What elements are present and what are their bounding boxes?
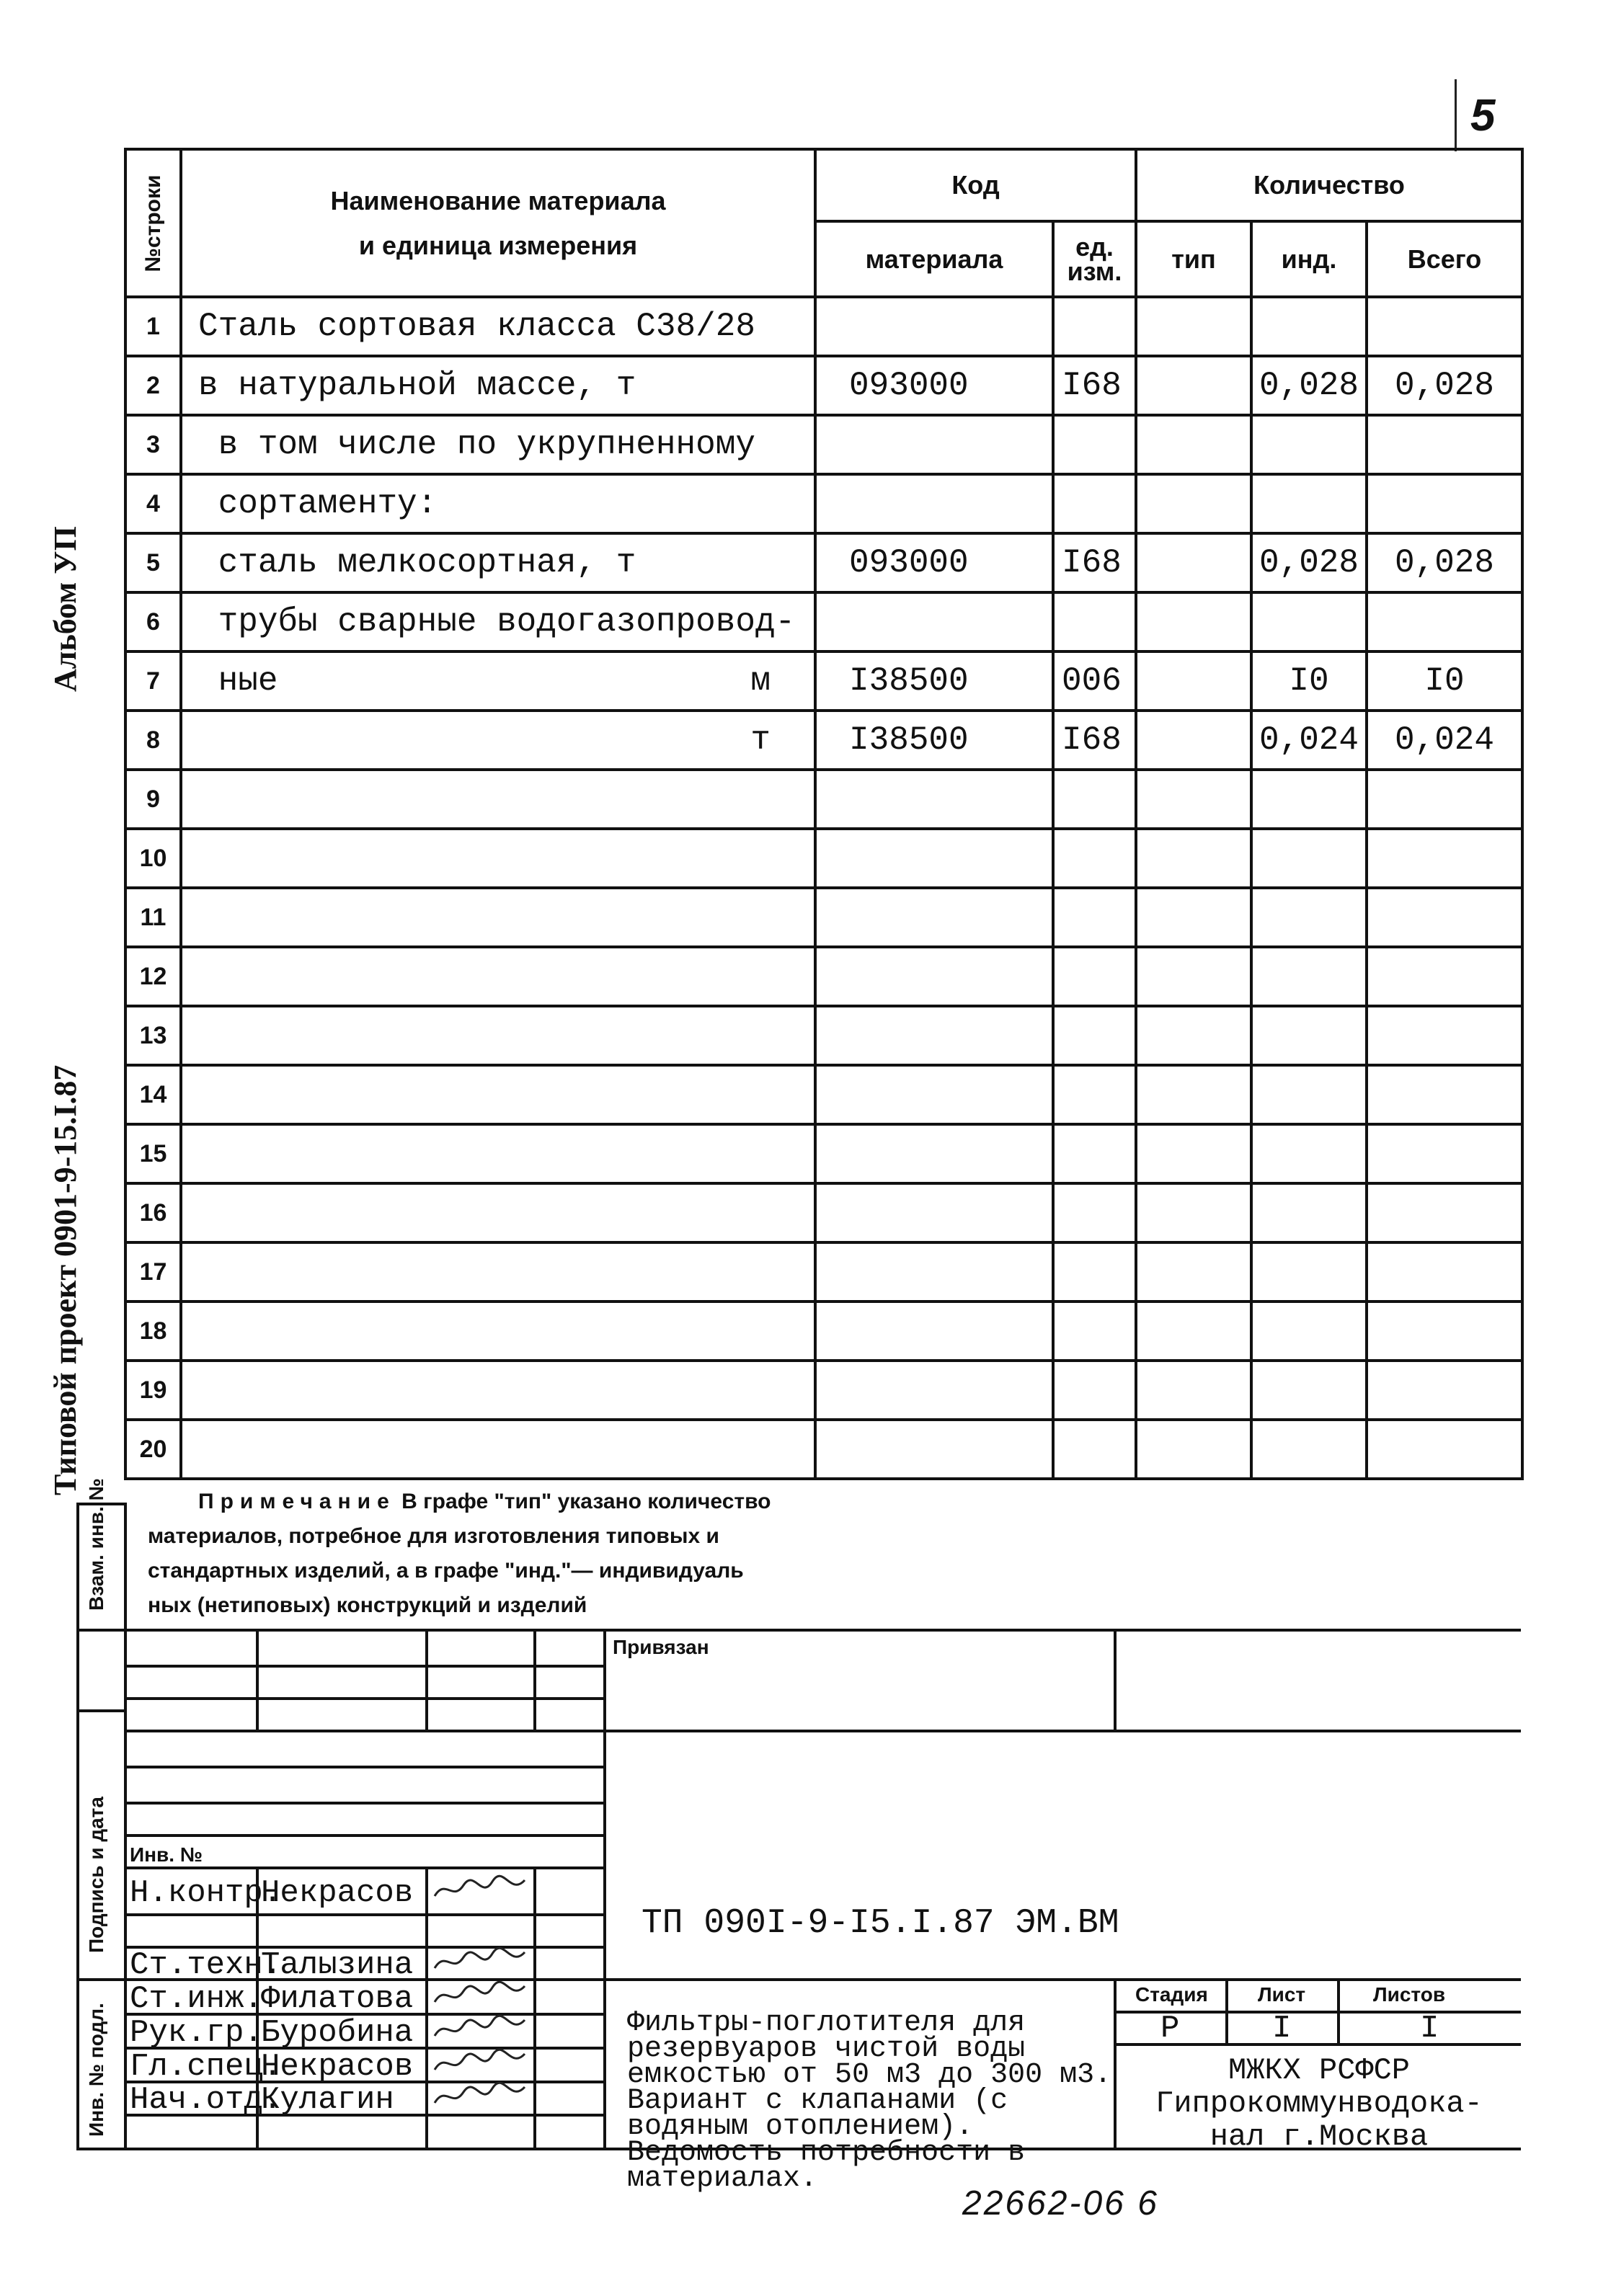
note-line-3: стандартных изделий, а в графе "инд."— индивидуаль xyxy=(148,1559,744,1583)
quantity-total xyxy=(1367,947,1522,1006)
page-number-divider xyxy=(1455,79,1457,151)
row-number: 12 xyxy=(125,947,181,1006)
material-code xyxy=(815,1065,1053,1124)
privyazan-label: Привязан xyxy=(613,1636,709,1658)
material-name xyxy=(181,651,815,711)
unit-code xyxy=(1053,947,1136,1006)
material-name-text: Сталь сортовая класса С38/28 xyxy=(198,308,755,345)
quantity-total xyxy=(1367,1242,1522,1301)
quantity-total xyxy=(1367,770,1522,829)
signature xyxy=(431,2081,528,2110)
row-number: 5 xyxy=(125,533,181,592)
header-unit: ед. изм. xyxy=(1053,221,1136,297)
table-row xyxy=(125,592,1522,651)
row-number: 3 xyxy=(125,415,181,474)
row-number: 11 xyxy=(125,888,181,947)
quantity-type xyxy=(1136,947,1251,1006)
row-number: 13 xyxy=(125,1006,181,1065)
note-line-1: В графе "тип" указано количество xyxy=(401,1490,771,1513)
unit-code: I68 xyxy=(1053,711,1136,770)
header-type: тип xyxy=(1136,221,1251,297)
table-row xyxy=(125,1242,1522,1301)
document-description: Фильтры-поглотителя для резервуаров чистой воды емкостью от 50 м3 до 300 м3. Вариант с клапанами (с водяным отоплением). Ведомость потребности в материалах. xyxy=(627,2007,1112,2195)
quantity-total xyxy=(1367,829,1522,888)
quantity-total xyxy=(1367,474,1522,533)
quantity-type xyxy=(1136,297,1251,356)
unit-code: I68 xyxy=(1053,533,1136,592)
table-row xyxy=(125,474,1522,533)
material-name xyxy=(181,1361,815,1420)
unit-code xyxy=(1053,415,1136,474)
quantity-total xyxy=(1367,415,1522,474)
table-row xyxy=(125,947,1522,1006)
quantity-type xyxy=(1136,1006,1251,1065)
side-label-podpis: Подпись и дата xyxy=(85,1797,107,1953)
unit-code xyxy=(1053,1301,1136,1361)
album-label: Альбом УП xyxy=(48,526,83,692)
table-row xyxy=(125,1301,1522,1361)
quantity-total xyxy=(1367,1183,1522,1242)
note-heading: Примечание xyxy=(198,1490,396,1513)
material-code xyxy=(815,947,1053,1006)
table-row xyxy=(125,415,1522,474)
material-name xyxy=(181,1420,815,1479)
quantity-type xyxy=(1136,474,1251,533)
material-name xyxy=(181,1124,815,1183)
person-role: Ст.техн. xyxy=(130,1947,283,1983)
material-name xyxy=(181,1183,815,1242)
signature xyxy=(431,1980,528,2009)
material-code xyxy=(815,474,1053,533)
quantity-type xyxy=(1136,1124,1251,1183)
row-number: 19 xyxy=(125,1361,181,1420)
unit-code xyxy=(1053,297,1136,356)
table-row xyxy=(125,1124,1522,1183)
material-code xyxy=(815,1301,1053,1361)
quantity-type xyxy=(1136,1183,1251,1242)
material-name xyxy=(181,1006,815,1065)
material-name xyxy=(181,356,815,415)
header-name: Наименование материала и единица измерения xyxy=(181,149,815,297)
quantity-type xyxy=(1136,651,1251,711)
material-name xyxy=(181,415,815,474)
material-code: I38500 xyxy=(815,651,1053,711)
quantity-individual xyxy=(1251,1006,1367,1065)
quantity-total xyxy=(1367,1065,1522,1124)
table-row xyxy=(125,770,1522,829)
person-name: Некрасов xyxy=(261,2049,414,2085)
person-role: Нач.отд. xyxy=(130,2082,283,2118)
table-row xyxy=(125,711,1522,770)
bottom-number: 22662-06 6 xyxy=(962,2184,1159,2222)
unit-code xyxy=(1053,1242,1136,1301)
material-name-text: трубы сварные водогазопровод- xyxy=(198,603,796,641)
material-code xyxy=(815,297,1053,356)
quantity-individual xyxy=(1251,474,1367,533)
quantity-individual xyxy=(1251,1361,1367,1420)
quantity-type xyxy=(1136,711,1251,770)
row-number: 20 xyxy=(125,1420,181,1479)
quantity-total xyxy=(1367,1006,1522,1065)
signature xyxy=(431,1946,528,1975)
material-name xyxy=(181,474,815,533)
quantity-type xyxy=(1136,356,1251,415)
quantity-individual xyxy=(1251,1420,1367,1479)
row-number: 15 xyxy=(125,1124,181,1183)
quantity-type xyxy=(1136,1301,1251,1361)
quantity-individual xyxy=(1251,888,1367,947)
quantity-type xyxy=(1136,415,1251,474)
material-name-text: в натуральной массе, т xyxy=(198,367,636,404)
quantity-individual xyxy=(1251,1124,1367,1183)
quantity-type xyxy=(1136,1065,1251,1124)
material-name xyxy=(181,711,815,770)
header-individual: инд. xyxy=(1251,221,1367,297)
quantity-individual: 0,028 xyxy=(1251,533,1367,592)
table-row xyxy=(125,1361,1522,1420)
unit-code xyxy=(1053,829,1136,888)
quantity-total xyxy=(1367,592,1522,651)
quantity-type xyxy=(1136,533,1251,592)
person-role: Гл.спец. xyxy=(130,2049,283,2085)
material-unit: м xyxy=(750,662,771,700)
quantity-individual xyxy=(1251,297,1367,356)
quantity-total xyxy=(1367,1361,1522,1420)
sheets-label: Листов xyxy=(1373,1983,1446,2006)
quantity-total: 0,024 xyxy=(1367,711,1522,770)
header-total: Всего xyxy=(1367,221,1522,297)
unit-code xyxy=(1053,1006,1136,1065)
material-name-text: сортаменту: xyxy=(198,485,438,522)
material-name xyxy=(181,888,815,947)
table-row xyxy=(125,1006,1522,1065)
material-code: 093000 xyxy=(815,533,1053,592)
material-code xyxy=(815,770,1053,829)
header-code: Код xyxy=(815,149,1136,221)
unit-code xyxy=(1053,1420,1136,1479)
unit-code xyxy=(1053,1065,1136,1124)
quantity-type xyxy=(1136,829,1251,888)
material-name xyxy=(181,1065,815,1124)
material-code xyxy=(815,1124,1053,1183)
quantity-individual: I0 xyxy=(1251,651,1367,711)
document-code: ТП 090I-9-I5.I.87 ЭМ.ВМ xyxy=(642,1904,1119,1943)
unit-code xyxy=(1053,770,1136,829)
unit-code xyxy=(1053,1124,1136,1183)
material-code: 093000 xyxy=(815,356,1053,415)
quantity-individual xyxy=(1251,592,1367,651)
project-label: Типовой проект 0901-9-15.I.87 xyxy=(48,1064,83,1495)
quantity-individual: 0,028 xyxy=(1251,356,1367,415)
table-row xyxy=(125,888,1522,947)
row-number: 7 xyxy=(125,651,181,711)
material-name xyxy=(181,297,815,356)
material-code xyxy=(815,1242,1053,1301)
material-code xyxy=(815,888,1053,947)
page-number: 5 xyxy=(1470,91,1496,141)
material-name-text: в том числе по укрупненному xyxy=(198,426,755,463)
row-number: 9 xyxy=(125,770,181,829)
header-material-code: материала xyxy=(815,221,1053,297)
quantity-type xyxy=(1136,592,1251,651)
unit-code xyxy=(1053,474,1136,533)
organization: МЖКХ РСФСР Гипрокоммунводока- нал г.Москва xyxy=(1155,2053,1483,2154)
person-name: Буробина xyxy=(261,2015,414,2051)
table-row xyxy=(125,1065,1522,1124)
quantity-individual xyxy=(1251,1065,1367,1124)
quantity-individual xyxy=(1251,770,1367,829)
header-quantity: Количество xyxy=(1136,149,1522,221)
material-code xyxy=(815,1420,1053,1479)
material-name xyxy=(181,947,815,1006)
inv-no-label: Инв. № xyxy=(130,1843,203,1866)
stage-label: Стадия xyxy=(1135,1983,1208,2006)
unit-code xyxy=(1053,1361,1136,1420)
side-label-inv: Инв. № подл. xyxy=(85,2003,107,2137)
row-number: 16 xyxy=(125,1183,181,1242)
row-number: 17 xyxy=(125,1242,181,1301)
material-code xyxy=(815,1183,1053,1242)
quantity-total: I0 xyxy=(1367,651,1522,711)
unit-code xyxy=(1053,888,1136,947)
quantity-total: 0,028 xyxy=(1367,356,1522,415)
quantity-total xyxy=(1367,297,1522,356)
person-role: Ст.инж. xyxy=(130,1981,263,2017)
row-number: 6 xyxy=(125,592,181,651)
table-row xyxy=(125,1420,1522,1479)
table-row xyxy=(125,356,1522,415)
quantity-total xyxy=(1367,1124,1522,1183)
quantity-type xyxy=(1136,1361,1251,1420)
note-line-2: материалов, потребное для изготовления типовых и xyxy=(148,1524,719,1548)
quantity-total: 0,028 xyxy=(1367,533,1522,592)
material-name xyxy=(181,1242,815,1301)
note-line-4: ных (нетиповых) конструкций и изделий xyxy=(148,1593,587,1617)
unit-code: 006 xyxy=(1053,651,1136,711)
person-name: Кулагин xyxy=(261,2082,394,2118)
quantity-individual xyxy=(1251,829,1367,888)
unit-code xyxy=(1053,1183,1136,1242)
row-number: 4 xyxy=(125,474,181,533)
row-number: 10 xyxy=(125,829,181,888)
material-code xyxy=(815,415,1053,474)
row-number: 1 xyxy=(125,297,181,356)
materials-table xyxy=(124,148,1524,1480)
person-name: Некрасов xyxy=(261,1875,414,1911)
person-role: Рук.гр. xyxy=(130,2015,263,2051)
table-row xyxy=(125,651,1522,711)
table-row xyxy=(125,533,1522,592)
quantity-total xyxy=(1367,888,1522,947)
sheet-value: I xyxy=(1272,2011,1292,2047)
quantity-total xyxy=(1367,1301,1522,1361)
quantity-individual xyxy=(1251,1183,1367,1242)
person-name: Филатова xyxy=(261,1981,414,2017)
signature xyxy=(431,2048,528,2077)
material-code: I38500 xyxy=(815,711,1053,770)
signature xyxy=(431,1874,528,1903)
side-label-vzam: Взам. инв. № xyxy=(85,1478,107,1611)
material-name xyxy=(181,533,815,592)
material-code xyxy=(815,1361,1053,1420)
row-number: 2 xyxy=(125,356,181,415)
table-row xyxy=(125,829,1522,888)
quantity-type xyxy=(1136,888,1251,947)
quantity-individual xyxy=(1251,415,1367,474)
row-number: 14 xyxy=(125,1065,181,1124)
quantity-type xyxy=(1136,770,1251,829)
material-code xyxy=(815,1006,1053,1065)
person-name: Талызина xyxy=(261,1947,414,1983)
stage-value: Р xyxy=(1160,2011,1180,2047)
quantity-individual xyxy=(1251,1301,1367,1361)
material-code xyxy=(815,592,1053,651)
sheet-label: Лист xyxy=(1258,1983,1306,2006)
table-row xyxy=(125,1183,1522,1242)
material-name-text: сталь мелкосортная, т xyxy=(198,544,636,582)
unit-code xyxy=(1053,592,1136,651)
quantity-individual: 0,024 xyxy=(1251,711,1367,770)
unit-code: I68 xyxy=(1053,356,1136,415)
quantity-individual xyxy=(1251,947,1367,1006)
signature xyxy=(431,2014,528,2043)
material-name xyxy=(181,592,815,651)
material-name xyxy=(181,829,815,888)
material-name xyxy=(181,1301,815,1361)
quantity-type xyxy=(1136,1420,1251,1479)
quantity-total xyxy=(1367,1420,1522,1479)
quantity-individual xyxy=(1251,1242,1367,1301)
material-unit: т xyxy=(750,721,771,759)
quantity-type xyxy=(1136,1242,1251,1301)
note xyxy=(148,1485,1373,1623)
sheets-value: I xyxy=(1420,2011,1439,2047)
material-code xyxy=(815,829,1053,888)
material-name xyxy=(181,770,815,829)
material-name-text: ные xyxy=(198,662,278,700)
row-number: 8 xyxy=(125,711,181,770)
row-number: 18 xyxy=(125,1301,181,1361)
header-row-number: №строки xyxy=(125,149,181,297)
table-row xyxy=(125,297,1522,356)
person-role: Н.контр. xyxy=(130,1875,283,1911)
